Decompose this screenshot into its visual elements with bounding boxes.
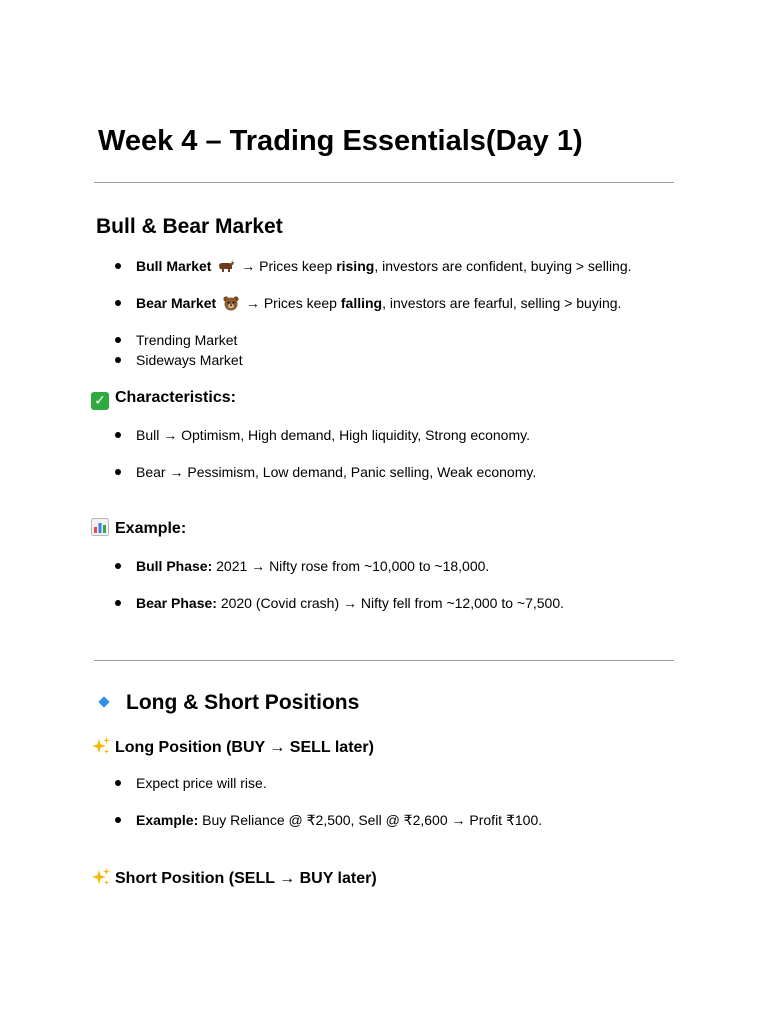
list-item-bull-characteristics — [115, 425, 530, 445]
short-position-heading — [91, 867, 377, 890]
list-item-long-example — [115, 810, 543, 830]
long-position-heading-text: Long Position (BUY → SELL later) — [115, 739, 374, 756]
bear-phase-label: Bear Phase: — [136, 595, 217, 611]
long-example-text: Buy Reliance @ ₹2,500, Sell @ ₹2,600 → Profit ₹100. — [198, 812, 543, 828]
bullet — [115, 432, 121, 438]
bear-market-label: Bear Market — [136, 295, 217, 311]
bull-icon — [217, 258, 235, 274]
list-item-long-expectation — [115, 773, 267, 793]
bear-market-emphasis: falling — [340, 295, 383, 311]
bullet — [115, 300, 121, 306]
sparkles-icon — [91, 736, 111, 756]
bullet — [115, 563, 121, 569]
bullet — [115, 600, 121, 606]
list-item-bull-market — [115, 256, 632, 276]
bull-market-emphasis: rising — [336, 258, 375, 274]
divider — [94, 182, 674, 183]
page-title: Week 4 – Trading Essentials(Day 1) — [98, 125, 583, 157]
bull-market-pre: → Prices keep — [237, 258, 337, 274]
bullet — [115, 469, 121, 475]
bull-phase-text: 2021 → Nifty rose from ~10,000 to ~18,000. — [212, 558, 490, 574]
bear-market-pre: → Prices keep — [242, 295, 341, 311]
section-heading-bull-bear: Bull & Bear Market — [96, 215, 283, 238]
bear-phase-text: 2020 (Covid crash) → Nifty fell from ~12,000 to ~7,500. — [216, 595, 564, 611]
list-item-sideways-market — [115, 350, 243, 370]
positions-heading-text: Long & Short Positions — [126, 691, 360, 714]
bear-characteristics-text: Bear → Pessimism, Low demand, Panic selling, Weak economy. — [136, 464, 537, 480]
list-item-bear-characteristics — [115, 462, 537, 482]
long-expectation-text: Expect price will rise. — [136, 775, 267, 791]
trending-market-text: Trending Market — [136, 332, 238, 348]
bullet — [115, 263, 121, 269]
list-item-bull-phase — [115, 556, 490, 576]
section-heading-positions — [96, 690, 359, 716]
bullet — [115, 817, 121, 823]
example-heading — [91, 518, 186, 540]
long-position-heading — [91, 736, 374, 759]
bull-characteristics-text: Bull → Optimism, High demand, High liquidity, Strong economy. — [136, 427, 530, 443]
bull-phase-label: Bull Phase: — [136, 558, 213, 574]
short-position-heading-text: Short Position (SELL → BUY later) — [115, 870, 377, 887]
bullet — [115, 780, 121, 786]
characteristics-heading-text: Characteristics: — [115, 389, 236, 406]
bullet — [115, 357, 121, 363]
sideways-market-text: Sideways Market — [136, 352, 243, 368]
check-icon: ✓ — [91, 392, 109, 410]
characteristics-heading — [91, 387, 236, 410]
bar-chart-icon — [91, 518, 109, 536]
bear-market-post: , investors are fearful, selling > buying. — [382, 295, 622, 311]
bull-market-post: , investors are confident, buying > selling. — [374, 258, 632, 274]
bull-market-label: Bull Market — [136, 258, 212, 274]
example-heading-text: Example: — [115, 520, 187, 537]
list-item-bear-phase — [115, 593, 564, 613]
bear-icon — [222, 295, 240, 311]
list-item-bear-market — [115, 293, 622, 313]
blue-diamond-icon — [98, 696, 109, 707]
divider — [94, 660, 674, 661]
long-example-label: Example: — [136, 812, 199, 828]
list-item-trending-market — [115, 330, 238, 350]
sparkles-icon — [91, 867, 111, 887]
bullet — [115, 337, 121, 343]
